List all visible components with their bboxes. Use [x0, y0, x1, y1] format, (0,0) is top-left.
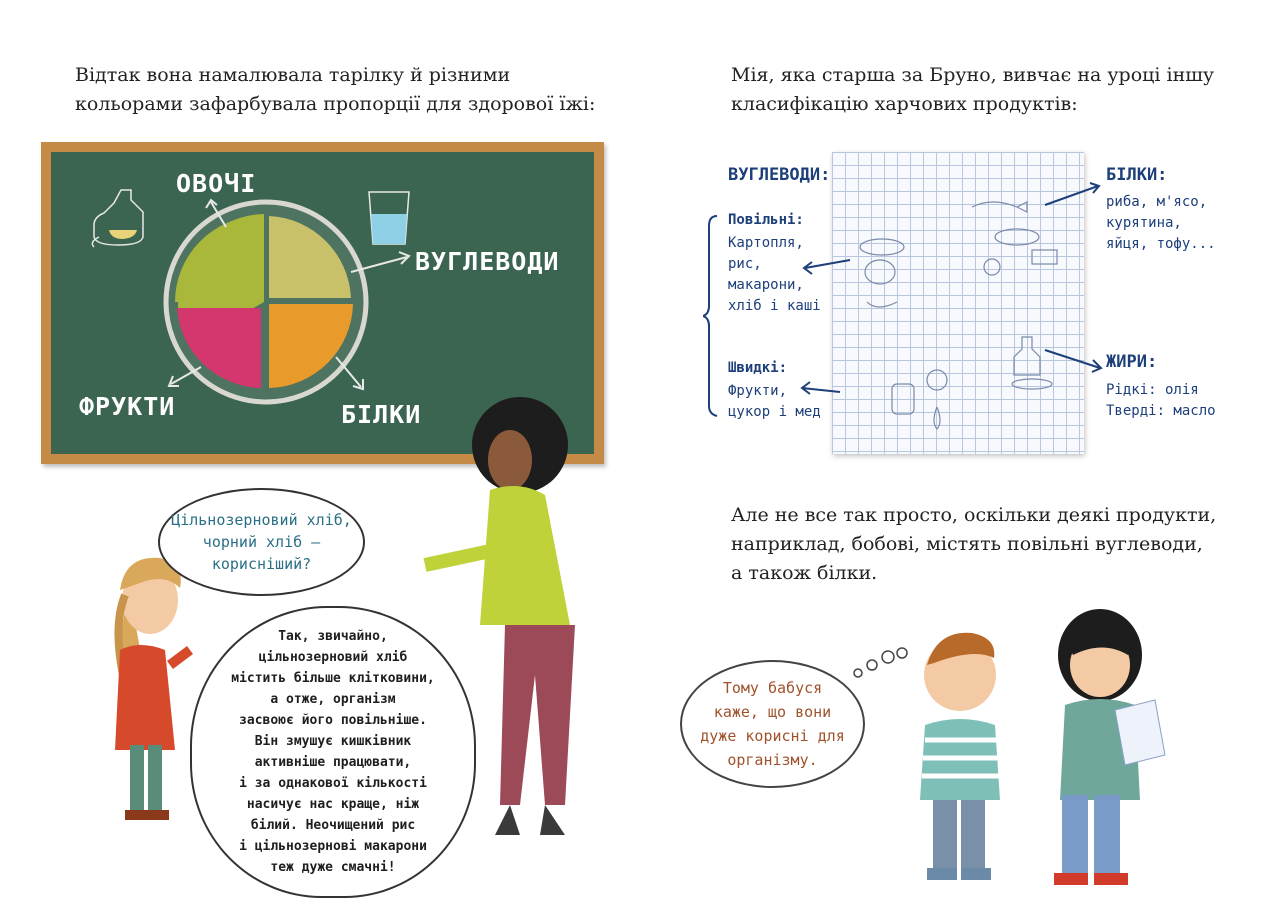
nb-fats-title: ЖИРИ: [1106, 352, 1158, 372]
label-vegetables: ОВОЧІ [176, 169, 257, 198]
nb-proteins-items: риба, м'ясо, курятина, яйця, тофу... [1106, 194, 1216, 252]
label-proteins: БІЛКИ [341, 400, 422, 429]
right-paragraph-1: Мія, яка старша за Бруно, вивчає на уроці іншу класифікацію харчових продуктів: [731, 64, 1215, 115]
nb-fats-items: Рідкі: олія Тверді: масло [1106, 382, 1216, 419]
nb-fast-title: Швидкі: [728, 360, 788, 376]
oil-bottle-icon [92, 190, 143, 247]
mia-character [1040, 605, 1170, 890]
girl-speech-text: Цільнозерновий хліб, чорний хліб — корисніший? [171, 511, 352, 573]
label-fruits: ФРУКТИ [79, 392, 176, 421]
nb-carbs-title: ВУГЛЕВОДИ: [728, 165, 831, 185]
nb-slow-title: Повільні: [728, 212, 804, 228]
boy-character [905, 630, 1025, 890]
nb-fast-items: Фрукти, цукор і мед [728, 383, 821, 420]
right-paragraph-2: Але не все так просто, оскільки деякі продукти, наприклад, бобові, містять повільні вуглеводи, а також білки. [731, 504, 1217, 584]
left-paragraph: Відтак вона намалювала тарілку й різними кольорами зафарбувала пропорції для здорової їжі: [75, 64, 596, 115]
teacher-speech-text: Так, звичайно, цільнозерновий хліб містить більше клітковини, а отже, організм засвоює його повільніше. Він змушує кишківник активніше працювати, і за однакової кількості насичує нас краще, ніж білий. Неочищений рис і цільнозернові макарони теж дуже смачні! [231, 629, 435, 875]
notebook-arrows [700, 150, 1260, 450]
teacher-speech-bubble [190, 606, 476, 898]
thought-dots [850, 645, 910, 685]
thought-text: Тому бабуся каже, що вони дуже корисні для організму. [700, 679, 845, 769]
nb-slow-items: Картопля, рис, макарони, хліб і каші [728, 235, 821, 314]
nb-proteins-title: БІЛКИ: [1106, 165, 1168, 185]
girl-speech-bubble [158, 488, 365, 596]
water-glass-icon [369, 192, 409, 244]
girl-character [90, 555, 210, 840]
label-carbs: ВУГЛЕВОДИ [415, 247, 560, 276]
thought-bubble [680, 660, 865, 788]
